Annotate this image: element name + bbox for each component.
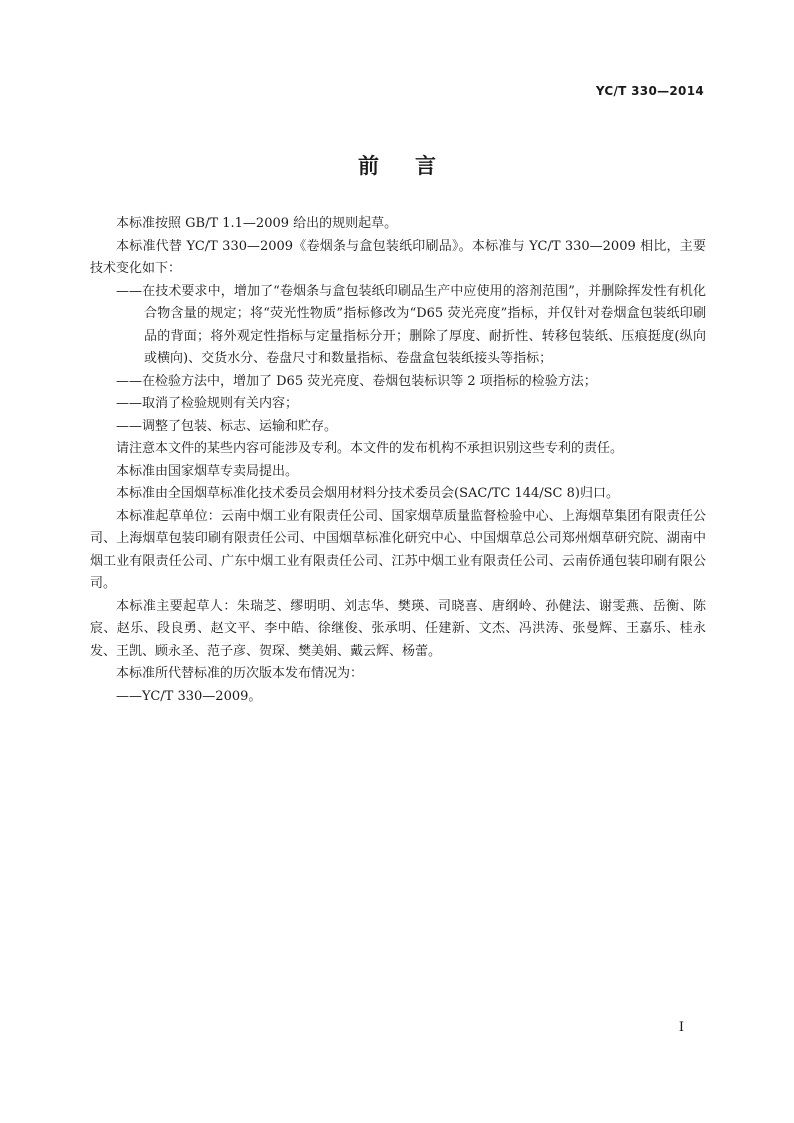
- paragraph-patent-notice: 请注意本文件的某些内容可能涉及专利。本文件的发布机构不承担识别这些专利的责任。: [116, 441, 624, 456]
- change-item: ——在检验方法中，增加了 D65 荧光亮度、卷烟包装标识等 2 项指标的检验方法；: [116, 373, 597, 389]
- change-item: ——取消了检验规则有关内容；: [116, 396, 299, 411]
- paragraph-replacement: 本标准代替 YC/T 330—2009《卷烟条与盒包装纸印刷品》。本标准与 YC/T 330—2009 相比，主要技术变化如下：: [90, 238, 706, 276]
- foreword-body: [90, 213, 706, 708]
- paragraph-history-intro: 本标准所代替标准的历次版本发布情况为：: [116, 666, 364, 681]
- paragraph-drafting-rules: 本标准按照 GB/T 1.1—2009 给出的规则起草。: [116, 216, 398, 231]
- paragraph-drafters: 本标准主要起草人：朱瑞芝、缪明明、刘志华、樊瑛、司晓喜、唐纲岭、孙健法、谢雯燕、岳衡、陈宸、赵乐、段良勇、赵文平、李中皓、徐继俊、张承明、任建新、文杰、冯洪涛、张曼辉、王嘉乐、桂永发、王凯、顾永圣、范子彦、贺琛、樊美娟、戴云辉、杨蕾。: [90, 598, 706, 659]
- change-item: ——在技术要求中，增加了“卷烟条与盒包装纸印刷品生产中应使用的溶剂范围”，并删除挥发性有机化合物含量的规定；将“荧光性物质”指标修改为“D65 荧光亮度”指标，并仅针对卷烟盒包装纸印刷品的背面；将外观定性指标与定量指标分开；删除了厚度、耐折性、转移包装纸、压痕挺度(纵向或横向)、交货水分、卷盘尺寸和数量指标、卷盘盒包装纸接头等指标；: [116, 283, 706, 366]
- standard-code: YC/T 330—2014: [595, 84, 704, 98]
- paragraph-drafting-units: 本标准起草单位：云南中烟工业有限责任公司、国家烟草质量监督检验中心、上海烟草集团有限责任公司、上海烟草包装印刷有限责任公司、中国烟草标准化研究中心、中国烟草总公司郑州烟草研究院、湖南中烟工业有限责任公司、广东中烟工业有限责任公司、江苏中烟工业有限责任公司、云南侨通包装印刷有限公司。: [90, 508, 706, 591]
- page-title: 前言: [358, 154, 472, 178]
- paragraph-committee: 本标准由全国烟草标准化技术委员会烟用材料分技术委员会(SAC/TC 144/SC 8)归口。: [116, 486, 619, 501]
- page-number: I: [678, 1020, 684, 1035]
- paragraph-proposer: 本标准由国家烟草专卖局提出。: [116, 463, 299, 479]
- change-item: ——调整了包装、标志、运输和贮存。: [116, 418, 338, 434]
- history-item: ——YC/T 330—2009。: [116, 688, 262, 704]
